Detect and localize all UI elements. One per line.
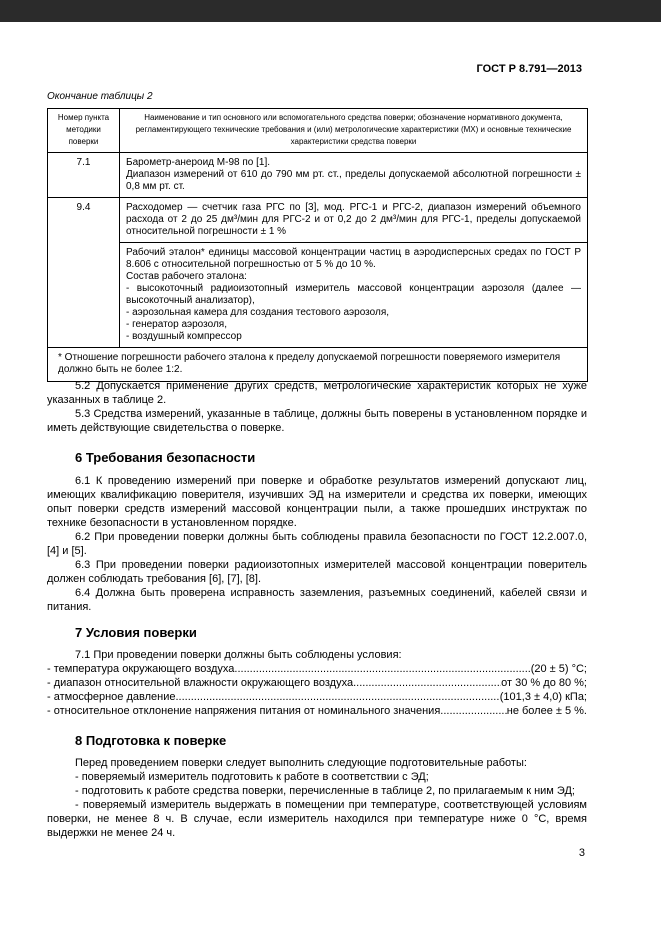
- viewer-top-bar: [0, 0, 661, 22]
- table-row: [48, 198, 588, 243]
- table-row: [48, 153, 588, 198]
- page-number: 3: [578, 847, 585, 859]
- condition-label: - диапазон относительной влажности окружающего воздуха: [47, 677, 354, 689]
- condition-value: (20 ± 5) °С;: [530, 663, 587, 675]
- paragraph-8-intro: Перед проведением поверки следует выполнить следующие подготовительные работы:: [75, 757, 527, 769]
- table-row: [48, 243, 588, 348]
- paragraph-6-3: 6.3 При проведении поверки радиоизотопных измерителей массовой концентрации поверитель должен соблюдать требования [6], [7], [8].: [47, 559, 587, 585]
- section-7-body: [47, 648, 587, 718]
- header-col-item-number: Номер пункта методики поверки: [48, 109, 120, 153]
- paragraph-7-1: 7.1 При проведении поверки должны быть соблюдены условия:: [75, 649, 402, 661]
- section-6-heading: 6 Требования безопасности: [75, 450, 256, 465]
- condition-pressure: [47, 690, 587, 704]
- table-header-row: [48, 109, 588, 153]
- list-item: - подготовить к работе средства поверки, перечисленные в таблице 2, по прилагаемым к ним ЭД;: [75, 785, 575, 797]
- section-6-body: [47, 474, 587, 614]
- row-description: [120, 153, 588, 198]
- condition-value: от 30 % до 80 %;: [501, 677, 587, 689]
- condition-value: (101,3 ± 4,0) кПа;: [499, 691, 587, 703]
- row-line: - аэрозольная камера для создания тестового аэрозоля,: [126, 307, 390, 318]
- table-caption: Окончание таблицы 2: [47, 91, 153, 102]
- section-7-heading: 7 Условия поверки: [75, 625, 197, 640]
- row-line: - генератор аэрозоля,: [126, 319, 227, 330]
- condition-label: - температура окружающего воздуха: [47, 663, 235, 675]
- section-8-body: [47, 756, 587, 840]
- row-number: 9.4: [48, 198, 120, 348]
- header-col-equipment: Наименование и тип основного или вспомогательного средства поверки; обозначение нормативного документа, регламентирующего технические требования и (или) метрологические характеристики (МХ) и основные технические характеристики средства поверки: [120, 109, 588, 153]
- condition-value: не более ± 5 %.: [506, 705, 587, 717]
- list-item: - поверяемый измеритель выдержать в помещении при температуре, соответствующей условиям поверки, не менее 8 ч. В случае, если измеритель находился при температуре ниже 0 °С, время выдержки не менее 24 ч.: [47, 799, 587, 839]
- row-line: Диапазон измерений от 610 до 790 мм рт. ст., пределы допускаемой абсолютной погрешности ± 0,8 мм рт. ст.: [126, 169, 581, 192]
- equipment-table: [47, 108, 588, 382]
- paragraph-6-1: 6.1 К проведению измерений при поверке и обработке результатов измерений допускают лиц, имеющих квалификацию поверителя, изучивших ЭД на измерители и средства их поверки, имеющих опыт поверки средств измерений массовой концентрации пыли, а также прошедших инструктаж по технике безопасности в установленном порядке.: [47, 475, 587, 529]
- row-line: Рабочий эталон* единицы массовой концентрации частиц в аэродисперсных средах по ГОСТ Р 8.606 с относительной погрешностью от 5 % до 10 %.: [126, 247, 581, 270]
- list-item: - поверяемый измеритель подготовить к работе в соответствии с ЭД;: [75, 771, 429, 783]
- section-8-heading: 8 Подготовка к поверке: [75, 733, 227, 748]
- table-footnote-row: [48, 348, 588, 382]
- row-line: - высокоточный радиоизотопный измеритель массовой концентрации аэрозоля (далее — высокоточный анализатор),: [126, 283, 581, 306]
- row-line: - воздушный компрессор: [126, 331, 242, 342]
- condition-label: - атмосферное давление: [47, 691, 176, 703]
- row-number: 7.1: [48, 153, 120, 198]
- row-line: Состав рабочего эталона:: [126, 271, 247, 282]
- document-code: ГОСТ Р 8.791—2013: [476, 63, 582, 75]
- paragraph-5-2: 5.2 Допускается применение других средств, метрологические характеристик которых не хуже указанных в таблице 2.: [47, 380, 587, 406]
- paragraph-6-4: 6.4 Должна быть проверена исправность заземления, разъемных соединений, кабелей связи и питания.: [47, 587, 587, 613]
- table-footnote: * Отношение погрешности рабочего эталона к пределу допускаемой погрешности поверяемого измерителя должно быть не более 1:2.: [48, 348, 588, 382]
- condition-label: - относительное отклонение напряжения питания от номинального значения: [47, 705, 441, 717]
- row-line: Расходомер — счетчик газа РГС по [3], мод. РГС-1 и РГС-2, диапазон измерений объемного расхода от 2 до 25 дм³/мин для РГС-2 и от 0,2 до 2 дм³/мин для РГС-1, пределы допускаемой относительной погрешности ± 1 %: [126, 202, 581, 237]
- row-description: [120, 198, 588, 243]
- condition-humidity: [47, 676, 587, 690]
- paragraph-5-3: 5.3 Средства измерений, указанные в таблице, должны быть поверены в установленном порядке и иметь действующие свидетельства о поверке.: [47, 408, 587, 434]
- row-line: Барометр-анероид М-98 по [1].: [126, 157, 271, 168]
- condition-temperature: [47, 662, 587, 676]
- section-5-tail: [47, 379, 587, 435]
- paragraph-6-2: 6.2 При проведении поверки должны быть соблюдены правила безопасности по ГОСТ 12.2.007.0, [4] и [5].: [47, 531, 587, 557]
- condition-voltage: [47, 704, 587, 718]
- row-description: [120, 243, 588, 348]
